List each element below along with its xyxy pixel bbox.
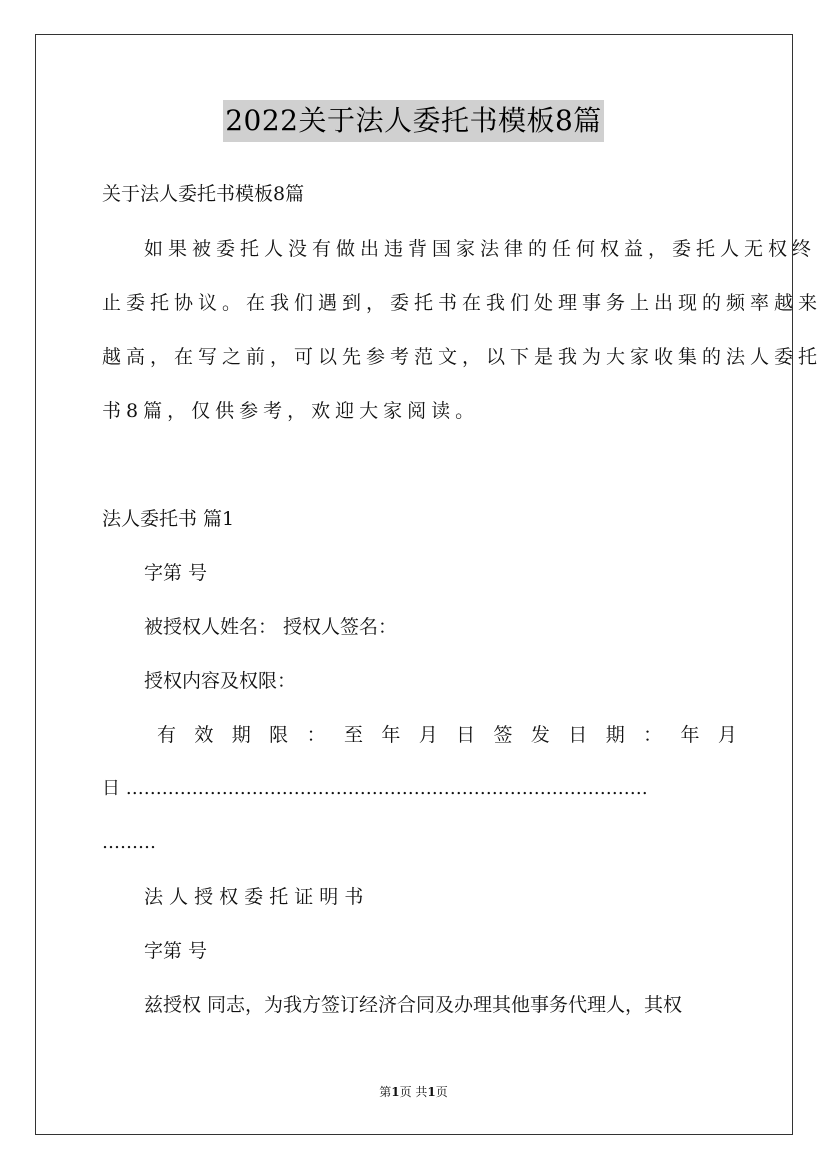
validity-char: 日 [456,724,476,746]
certificate-title: 法 人 授 权 委 托 证 明 书 [144,886,364,908]
title-container [0,100,827,142]
intro-line-4: 书8篇，仅供参考，欢迎大家阅读。 [102,400,480,422]
authorization-line: 兹授权 同志，为我方签订经济合同及办理其他事务代理人，其权 [144,994,683,1016]
number-line-2: 字第 号 [144,940,208,962]
footer-suffix: 页 [435,1085,448,1099]
validity-end-line: 日 …………………………………………………………………………… [102,778,648,799]
intro-line-1: 如果被委托人没有做出违背国家法律的任何权益，委托人无权终 [144,238,817,260]
validity-char: 期 [231,724,251,746]
validity-char: 效 [194,724,214,746]
validity-char: 限 [269,724,289,746]
validity-char: 年 [680,724,700,746]
validity-char: 日 [568,724,588,746]
validity-line [157,723,737,747]
footer-prefix: 第 [379,1085,392,1099]
document-title: 2022关于法人委托书模板8篇 [223,100,604,142]
validity-char: 年 [381,724,401,746]
validity-char: 月 [418,724,438,746]
validity-char: 签 [493,724,513,746]
section-heading: 法人委托书 篇1 [102,508,235,530]
dots-tail-line: ……… [102,832,156,853]
validity-char: 期 [605,724,625,746]
footer-page-number: 1 [391,1085,400,1099]
validity-char: ： [643,724,663,746]
validity-char: 至 [343,724,363,746]
page-footer [0,1084,827,1100]
number-line: 字第 号 [144,562,208,584]
footer-page-total: 1 [427,1085,436,1099]
document-subtitle: 关于法人委托书模板8篇 [102,183,305,205]
validity-char: 发 [530,724,550,746]
names-line: 被授权人姓名： 授权人签名： [144,616,398,638]
intro-line-2: 止委托协议。在我们遇到，委托书在我们处理事务上出现的频率越来 [102,292,823,314]
scope-line: 授权内容及权限： [144,670,297,692]
validity-char: 月 [717,724,737,746]
footer-middle: 页 共 [399,1085,428,1099]
validity-char: 有 [157,724,177,746]
validity-char: ： [306,724,326,746]
intro-line-3: 越高，在写之前，可以先参考范文，以下是我为大家收集的法人委托 [102,346,823,368]
